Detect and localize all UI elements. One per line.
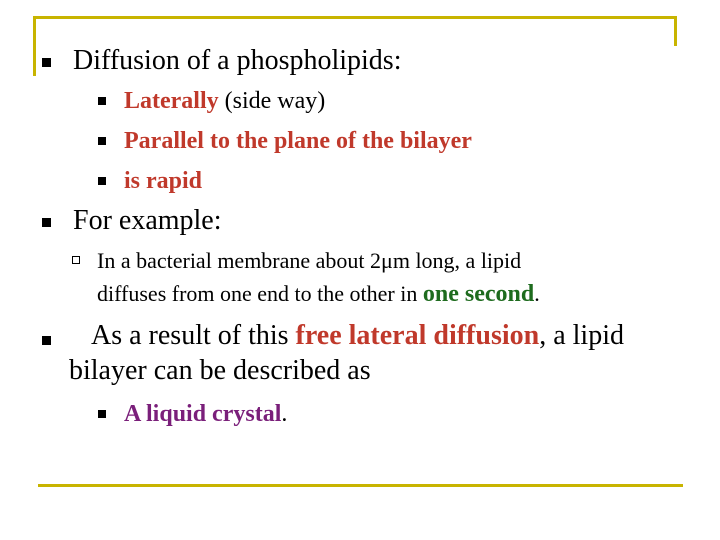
bullet-square-icon [42, 218, 51, 227]
result-pre: As a result of this [91, 320, 296, 351]
sub-item-laterally [124, 89, 325, 113]
bullet-square-icon [42, 336, 51, 345]
example-line-1: In a bacterial membrane about 2μm long, a lipid [97, 248, 522, 273]
result-line-2: bilayer can be described as [69, 355, 371, 386]
bullet-square-icon [98, 97, 106, 105]
frame-top-rule [33, 16, 677, 19]
frame-right-rule [674, 16, 677, 46]
bullet-square-icon [98, 410, 106, 418]
example-line-2-pre: diffuses from one end to the other in [97, 281, 423, 306]
bullet-item-result [91, 322, 624, 350]
highlight-liquid-crystal: A liquid crystal [124, 401, 282, 427]
bullet-item-diffusion: Diffusion of a phospholipids: [73, 45, 402, 76]
hollow-square-icon [72, 256, 80, 264]
sub-item-laterally-rest: (side way) [218, 88, 326, 114]
highlight-free-lateral-diffusion: free lateral diffusion [295, 320, 540, 351]
highlight-laterally: Laterally [124, 88, 219, 114]
bullet-item-example: For example: [73, 205, 222, 236]
sub-item-liquid-crystal [124, 402, 287, 426]
example-line-2-post: . [534, 281, 540, 306]
bullet-square-icon [42, 58, 51, 67]
highlight-one-second: one second [422, 281, 535, 307]
sub-item-rapid: is rapid [124, 168, 203, 194]
sub-item-parallel: Parallel to the plane of the bilayer [124, 128, 472, 154]
frame-left-rule [33, 16, 36, 76]
frame-bottom-rule [38, 484, 683, 487]
bullet-square-icon [98, 137, 106, 145]
bullet-square-icon [98, 177, 106, 185]
example-line-2 [97, 282, 540, 306]
result-post: , a lipid [539, 320, 624, 351]
liquid-crystal-post: . [281, 401, 288, 427]
